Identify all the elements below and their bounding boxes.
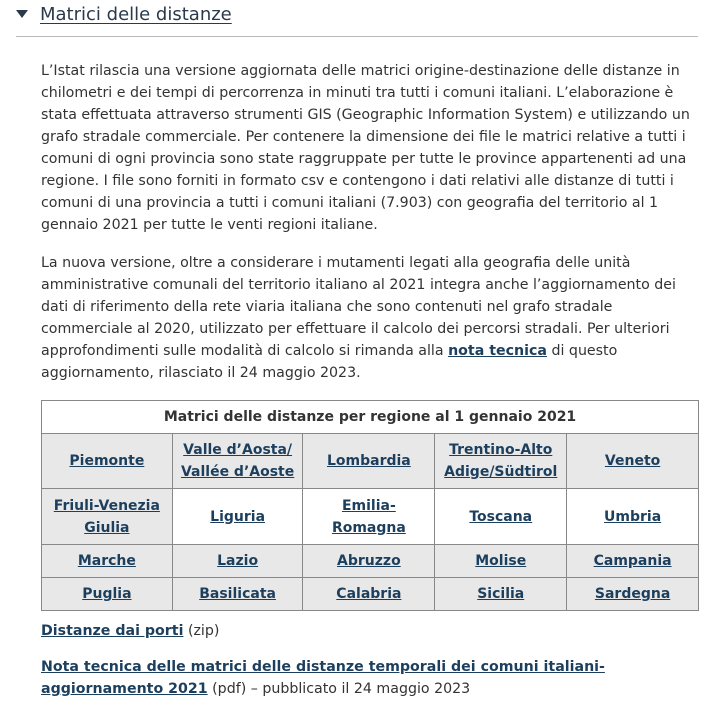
update-text-after: di questo aggiornamento, rilasciato il 24 maggio 2023. bbox=[41, 343, 618, 381]
update-paragraph bbox=[41, 252, 701, 384]
region-link[interactable]: Veneto bbox=[604, 453, 661, 469]
porti-format: (zip) bbox=[183, 623, 220, 639]
region-link[interactable]: Piemonte bbox=[69, 453, 145, 469]
table-row bbox=[42, 489, 699, 545]
nota-tecnica-pdf-link[interactable]: Nota tecnica delle matrici delle distanze temporali dei comuni italiani- aggiornamento 2021 bbox=[41, 659, 605, 697]
region-link[interactable]: Basilicata bbox=[199, 586, 276, 602]
region-link[interactable]: Emilia-Romagna bbox=[331, 497, 406, 536]
intro-paragraph: L’Istat rilascia una versione aggiornata delle matrici origine-destinazione delle distanze in chilometri e dei tempi di percorrenza in minuti tra tutti i comuni italiani. L’elaborazione è stata effettuata attraverso strumenti GIS (Geographic Information System) e utilizzando un grafo stradale commerciale. Per contenere la dimensione dei file le matrici relative a tutti i comuni di ogni provincia sono state raggruppate per tutte le province appartenenti ad una regione. I file sono forniti in formato csv e contengono i dati relativi alle distanze di tutti i comuni di una provincia a tutti i comuni italiani (7.903) con geografia del territorio al 1 gennaio 2021 per tutte le venti regioni italiane. bbox=[41, 63, 690, 233]
section-content bbox=[41, 60, 701, 400]
region-link[interactable]: Toscana bbox=[469, 508, 533, 525]
region-link[interactable]: Trentino-Alto Adige/Südtirol bbox=[444, 442, 558, 480]
region-link[interactable]: Campania bbox=[593, 553, 672, 569]
section-title[interactable]: Matrici delle distanze bbox=[40, 4, 232, 25]
update-text-before: La nuova versione, oltre a considerare i mutamenti legati alla geografia delle unità amministrative comunali del territorio italiano al 2021 integra anche l’aggiornamento dei dati di riferimento della rete viaria italiana che sono contenuti nel grafo stradale commerciale al 2020, utilizzato per effettuare il calcolo dei percorsi stradali. Per ulteriori approfondimenti sulle modalità di calcolo si rimanda alla bbox=[41, 255, 676, 359]
table-row bbox=[42, 578, 699, 611]
distanze-porti-link[interactable]: Distanze dai porti bbox=[41, 623, 184, 639]
table-row bbox=[42, 434, 699, 489]
region-link[interactable]: Lombardia bbox=[326, 453, 411, 469]
header-divider bbox=[16, 36, 698, 37]
regions-table bbox=[41, 400, 699, 611]
region-link[interactable]: Puglia bbox=[82, 586, 132, 602]
table-caption: Matrici delle distanze per regione al 1 gennaio 2021 bbox=[42, 401, 699, 434]
region-link[interactable]: Friuli-Venezia Giulia bbox=[53, 497, 160, 536]
collapse-arrow-icon[interactable] bbox=[16, 10, 28, 18]
region-link[interactable]: Sardegna bbox=[594, 586, 671, 602]
downloads bbox=[41, 620, 701, 700]
region-link[interactable]: Abruzzo bbox=[337, 553, 401, 569]
region-link[interactable]: Liguria bbox=[210, 508, 266, 525]
nota-download bbox=[41, 656, 701, 700]
region-link[interactable]: Sicilia bbox=[477, 586, 525, 602]
region-link[interactable]: Molise bbox=[475, 553, 527, 569]
region-link[interactable]: Lazio bbox=[217, 553, 259, 569]
region-link[interactable]: Umbria bbox=[604, 508, 662, 525]
nota-format: (pdf) – pubblicato il 24 maggio 2023 bbox=[207, 681, 471, 697]
section-header[interactable] bbox=[0, 0, 724, 38]
table-row bbox=[42, 545, 699, 578]
porti-download bbox=[41, 620, 701, 642]
region-link[interactable]: Calabria bbox=[336, 586, 402, 602]
region-link[interactable]: Marche bbox=[77, 553, 136, 569]
nota-tecnica-link[interactable]: nota tecnica bbox=[448, 343, 547, 359]
region-link[interactable]: Valle d’Aosta/ Vallée d’Aoste bbox=[180, 442, 295, 480]
